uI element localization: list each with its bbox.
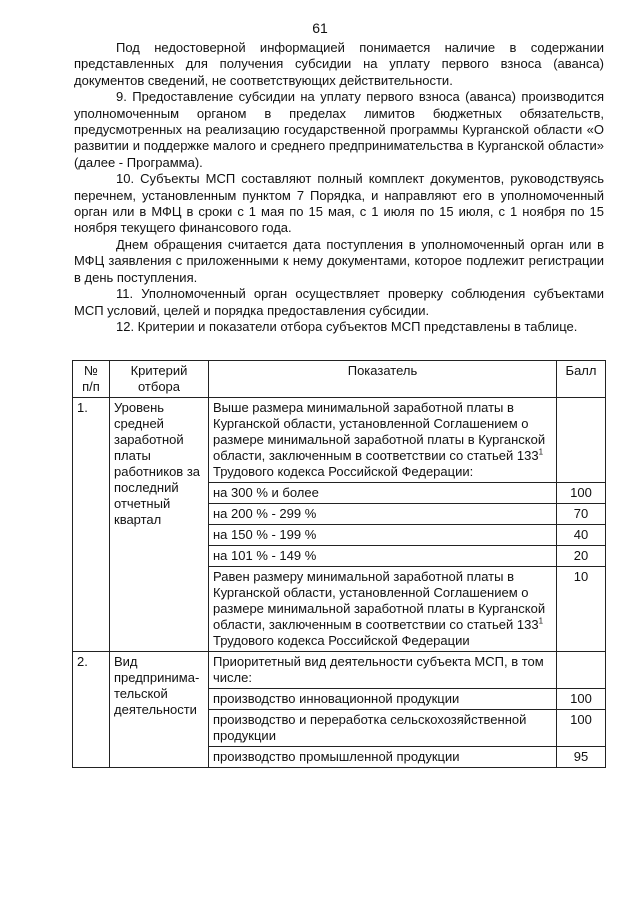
header-num: № п/п — [73, 361, 110, 398]
score-cell: 100 — [557, 483, 606, 504]
table-row — [73, 652, 606, 689]
score-cell: 100 — [557, 710, 606, 747]
paragraph: 11. Уполномоченный орган осуществляет проверку соблюдения субъектами МСП условий, целей и порядка предоставления субсидии. — [74, 286, 604, 318]
indicator-cell: на 200 % - 299 % — [209, 504, 557, 525]
paragraph: Под недостоверной информацией понимается наличие в содержании представленных для получения субсидии на уплату первого взноса (аванса) документов сведений, не соответствующих действительности. — [74, 40, 604, 88]
score-cell: 20 — [557, 546, 606, 567]
criterion-cell: Вид предпринима-тельской деятельности — [110, 652, 209, 768]
table-row — [73, 398, 606, 483]
indicator-text: Трудового кодекса Российской Федерации — [213, 633, 470, 648]
row-number: 2. — [73, 652, 110, 768]
table-header-row — [73, 361, 606, 398]
footnote-marker: 1 — [538, 616, 544, 626]
indicator-text: Выше размера минимальной заработной платы в Курганской области, установленной Соглашением о размере минимальной заработной платы в Курганской области, заключенным в соответствии со статьей 133 — [213, 400, 546, 463]
indicator-cell: на 300 % и более — [209, 483, 557, 504]
criteria-table — [72, 360, 606, 768]
indicator-cell — [209, 567, 557, 652]
score-cell — [557, 398, 606, 483]
row-number: 1. — [73, 398, 110, 652]
indicator-cell: производство и переработка сельскохозяйственной продукции — [209, 710, 557, 747]
score-cell: 95 — [557, 747, 606, 768]
indicator-cell: на 101 % - 149 % — [209, 546, 557, 567]
page-number: 61 — [312, 20, 328, 36]
footnote-marker: 1 — [538, 447, 544, 457]
paragraph: Днем обращения считается дата поступления в уполномоченный орган или в МФЦ заявления с приложенными к нему документами, которое подлежит регистрации в день поступления. — [74, 236, 604, 285]
header-indicator: Показатель — [209, 361, 557, 398]
header-score: Балл — [557, 361, 606, 398]
indicator-intro: Приоритетный вид деятельности субъекта МСП, в том числе: — [209, 652, 557, 689]
indicator-intro — [209, 398, 557, 483]
score-cell: 70 — [557, 504, 606, 525]
paragraph: 9. Предоставление субсидии на уплату первого взноса (аванса) производится уполномоченным органом в пределах лимитов бюджетных обязательств, предусмотренных на реализацию государственной программы Курганской области «О развитии и поддержке малого и среднего предпринимательства в Курганской области» (далее - Программа). — [74, 89, 604, 170]
indicator-text: Трудового кодекса Российской Федерации: — [213, 464, 474, 479]
score-cell — [557, 652, 606, 689]
indicator-cell: на 150 % - 199 % — [209, 525, 557, 546]
paragraph: 12. Критерии и показатели отбора субъектов МСП представлены в таблице. — [116, 318, 578, 334]
criterion-cell: Уровень средней заработной платы работников за последний отчетный квартал — [110, 398, 209, 652]
paragraph: 10. Субъекты МСП составляют полный комплект документов, руководствуясь перечнем, установленным пунктом 7 Порядка, и направляют его в уполномоченный орган или в МФЦ в сроки с 1 мая по 15 мая, с 1 июля по 15 июля, с 1 ноября по 15 ноября текущего финансового года. — [74, 171, 604, 236]
score-cell: 40 — [557, 525, 606, 546]
indicator-cell: производство промышленной продукции — [209, 747, 557, 768]
header-criterion: Критерий отбора — [110, 361, 209, 398]
indicator-text: Равен размеру минимальной заработной платы в Курганской области, установленной Соглашением о размере минимальной заработной платы в Курганской области, заключенным в соответствии со статьей 133 — [213, 569, 546, 632]
body-text — [74, 40, 604, 335]
score-cell: 100 — [557, 689, 606, 710]
indicator-cell: производство инновационной продукции — [209, 689, 557, 710]
score-cell: 10 — [557, 567, 606, 652]
